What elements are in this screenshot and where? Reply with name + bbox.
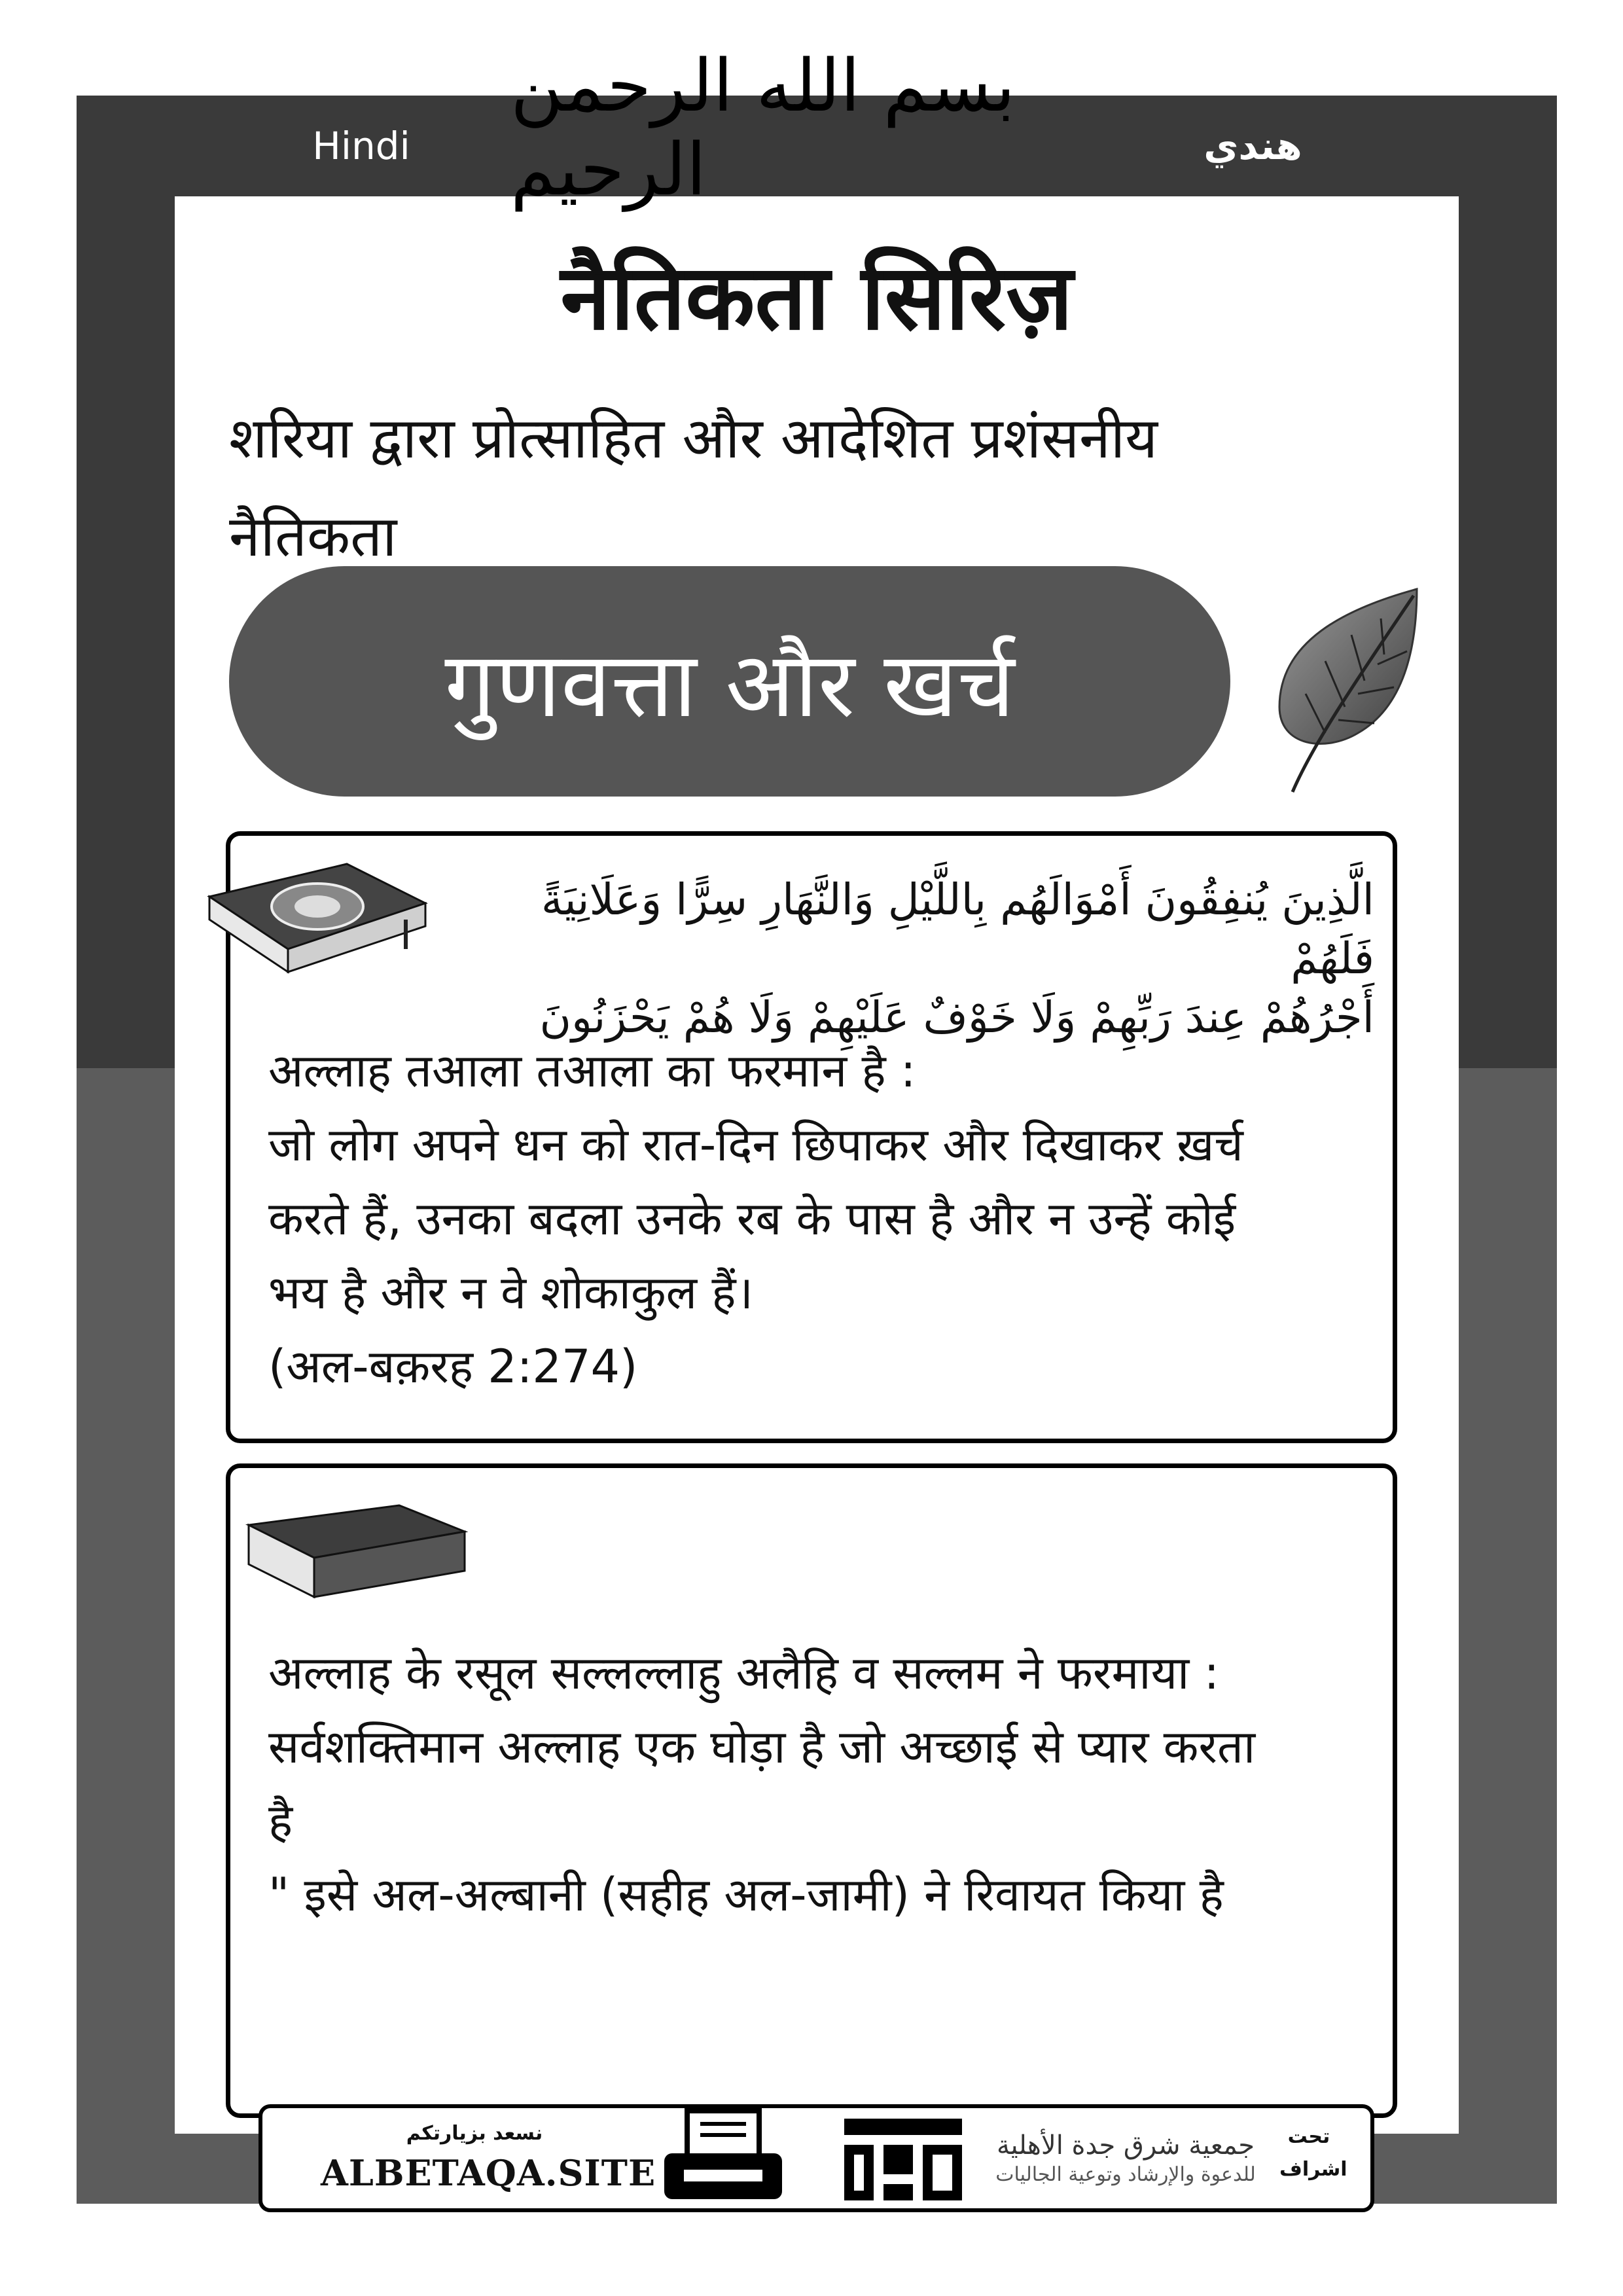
supervision-line: تحت [1287, 2125, 1330, 2148]
dawah-paper-logo [834, 2109, 972, 2210]
subtitle-line: शरिया द्वारा प्रोत्साहित और आदेशित प्रशंसनीय [229, 406, 1158, 471]
subtitle-line: नैतिकता [229, 504, 397, 569]
hadith-line: अल्लाह के रसूल सल्लल्लाहु अलैहि व सल्लम ने फरमाया : [268, 1646, 1220, 1700]
footer-site-link[interactable]: ALBETAQA.SITE [321, 2152, 656, 2194]
basmala-text: بسم الله الرحمن الرحيم [510, 44, 1016, 211]
topic-title: गुणवत्ता और खर्च [444, 632, 1015, 738]
translation-line: जो लोग अपने धन को रात-दिन छिपाकर और दिखाकर ख़र्च [268, 1118, 1243, 1172]
hadith-line: है [268, 1794, 293, 1848]
arabic-line: الَّذِينَ يُنفِقُونَ أَمْوَالَهُم بِاللَّيْلِ وَالنَّهَارِ سِرًّا وَعَلَانِيَةً فَلَهُمْ [541, 874, 1374, 984]
arabic-line: أَجْرُهُمْ عِندَ رَبِّهِمْ وَلَا خَوْفٌ عَلَيْهِمْ وَلَا هُمْ يَحْزَنُونَ [539, 992, 1374, 1043]
topic-banner [229, 566, 1230, 797]
printer-icon [658, 2108, 789, 2209]
quran-translation [268, 1034, 1381, 1404]
organization-subtitle: للدعوة والإرشاد وتوعية الجاليات [995, 2162, 1256, 2186]
hadith-line: सर्वशक्तिमान अल्लाह एक घोड़ा है जो अच्छाई से प्यार करता [268, 1720, 1256, 1774]
supervision-line: اشراف [1279, 2158, 1347, 2181]
language-tab-arabic: هندي [1130, 96, 1376, 196]
translation-line: करते हैं, उनका बदला उनके रब के पास है और न उन्हें कोई [268, 1192, 1236, 1246]
supervision-label [1279, 2121, 1347, 2186]
organization-logo [985, 2117, 1266, 2199]
quran-book-icon [196, 857, 438, 988]
verse-reference: (अल-बक़रह 2:274) [268, 1340, 638, 1393]
translation-line: अल्लाह तआला तआला का फरमान है : [268, 1044, 916, 1098]
hadith-text [268, 1636, 1381, 1932]
language-tab-hindi: Hindi [240, 96, 482, 196]
organization-name: جمعية شرق جدة الأهلية [997, 2130, 1255, 2161]
hadith-reference: " इसे अल-अल्बानी (सहीह अल-जामी) ने रिवायत किया है [268, 1868, 1224, 1922]
basmala-calligraphy [510, 44, 1099, 211]
quran-arabic-text [445, 870, 1374, 1047]
translation-line: भय है और न वे शोकाकुल हैं। [268, 1266, 754, 1319]
footer-visit-text: نسعد بزيارتكم [406, 2122, 543, 2145]
leaf-icon [1253, 583, 1423, 798]
page-subtitle [229, 389, 1342, 586]
book-icon [242, 1499, 471, 1604]
page-title: नैतिकता सिरिज़ [560, 245, 1073, 350]
